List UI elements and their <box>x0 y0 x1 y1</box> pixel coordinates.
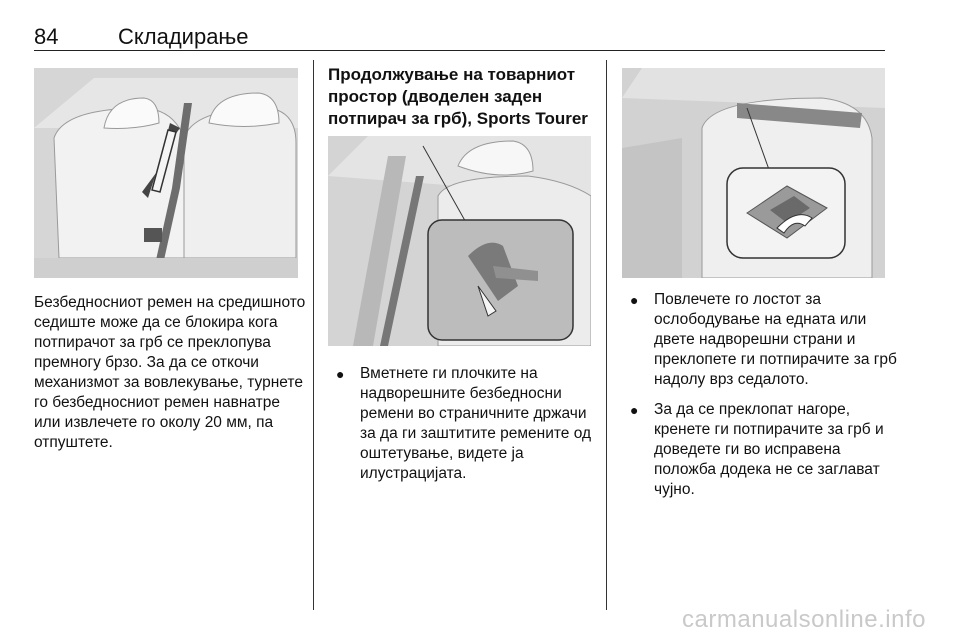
list-item-text: Вметнете ги плочките на надворешните безбедносни ремени во страничните држачи за да ги заштитите ремените од оштетување, видете ја илустрацијата. <box>360 365 592 482</box>
instruction-list-mid <box>328 364 604 494</box>
section-heading: Продолжување на товарниот простор (дводелен заден потпирач за грб), Sports Tourer <box>328 65 588 128</box>
release-lever-illustration <box>622 68 885 278</box>
list-item-text: За да се преклопат нагоре, кренете ги потпирачите за грб и доведете ги во исправена положба додека не се заглават чујно. <box>654 401 884 498</box>
bullet-dot-icon: ● <box>630 292 639 308</box>
list-item <box>622 290 898 390</box>
seat-belt-paragraph: Безбедносниот ремен на средишното седиште може да се блокира кога потпирачот за грб се преклопува премногу брзо. За да се откочи механизмот за вовлекување, турнете го безбедносниот ремен навнатре или извлечете го околу 20 мм, па отпуштете. <box>34 294 306 451</box>
belt-holder-illustration <box>328 136 591 346</box>
instruction-list-right <box>622 290 898 510</box>
column-divider <box>313 60 314 610</box>
bullet-dot-icon: ● <box>336 366 345 382</box>
list-item-text: Повлечете го лостот за ослободување на едната или двете надворешни страни и преклопете ги потпирачите за грб надолу врз седалото. <box>654 291 897 388</box>
header-rule <box>34 50 885 51</box>
column-divider <box>606 60 607 610</box>
page-number: 84 <box>34 24 59 49</box>
watermark: carmanualsonline.info <box>682 606 926 633</box>
rear-seat-belt-illustration <box>34 68 298 278</box>
bullet-dot-icon: ● <box>630 402 639 418</box>
list-item <box>328 364 604 484</box>
chapter-title: Складирање <box>118 24 249 49</box>
list-item <box>622 400 898 500</box>
